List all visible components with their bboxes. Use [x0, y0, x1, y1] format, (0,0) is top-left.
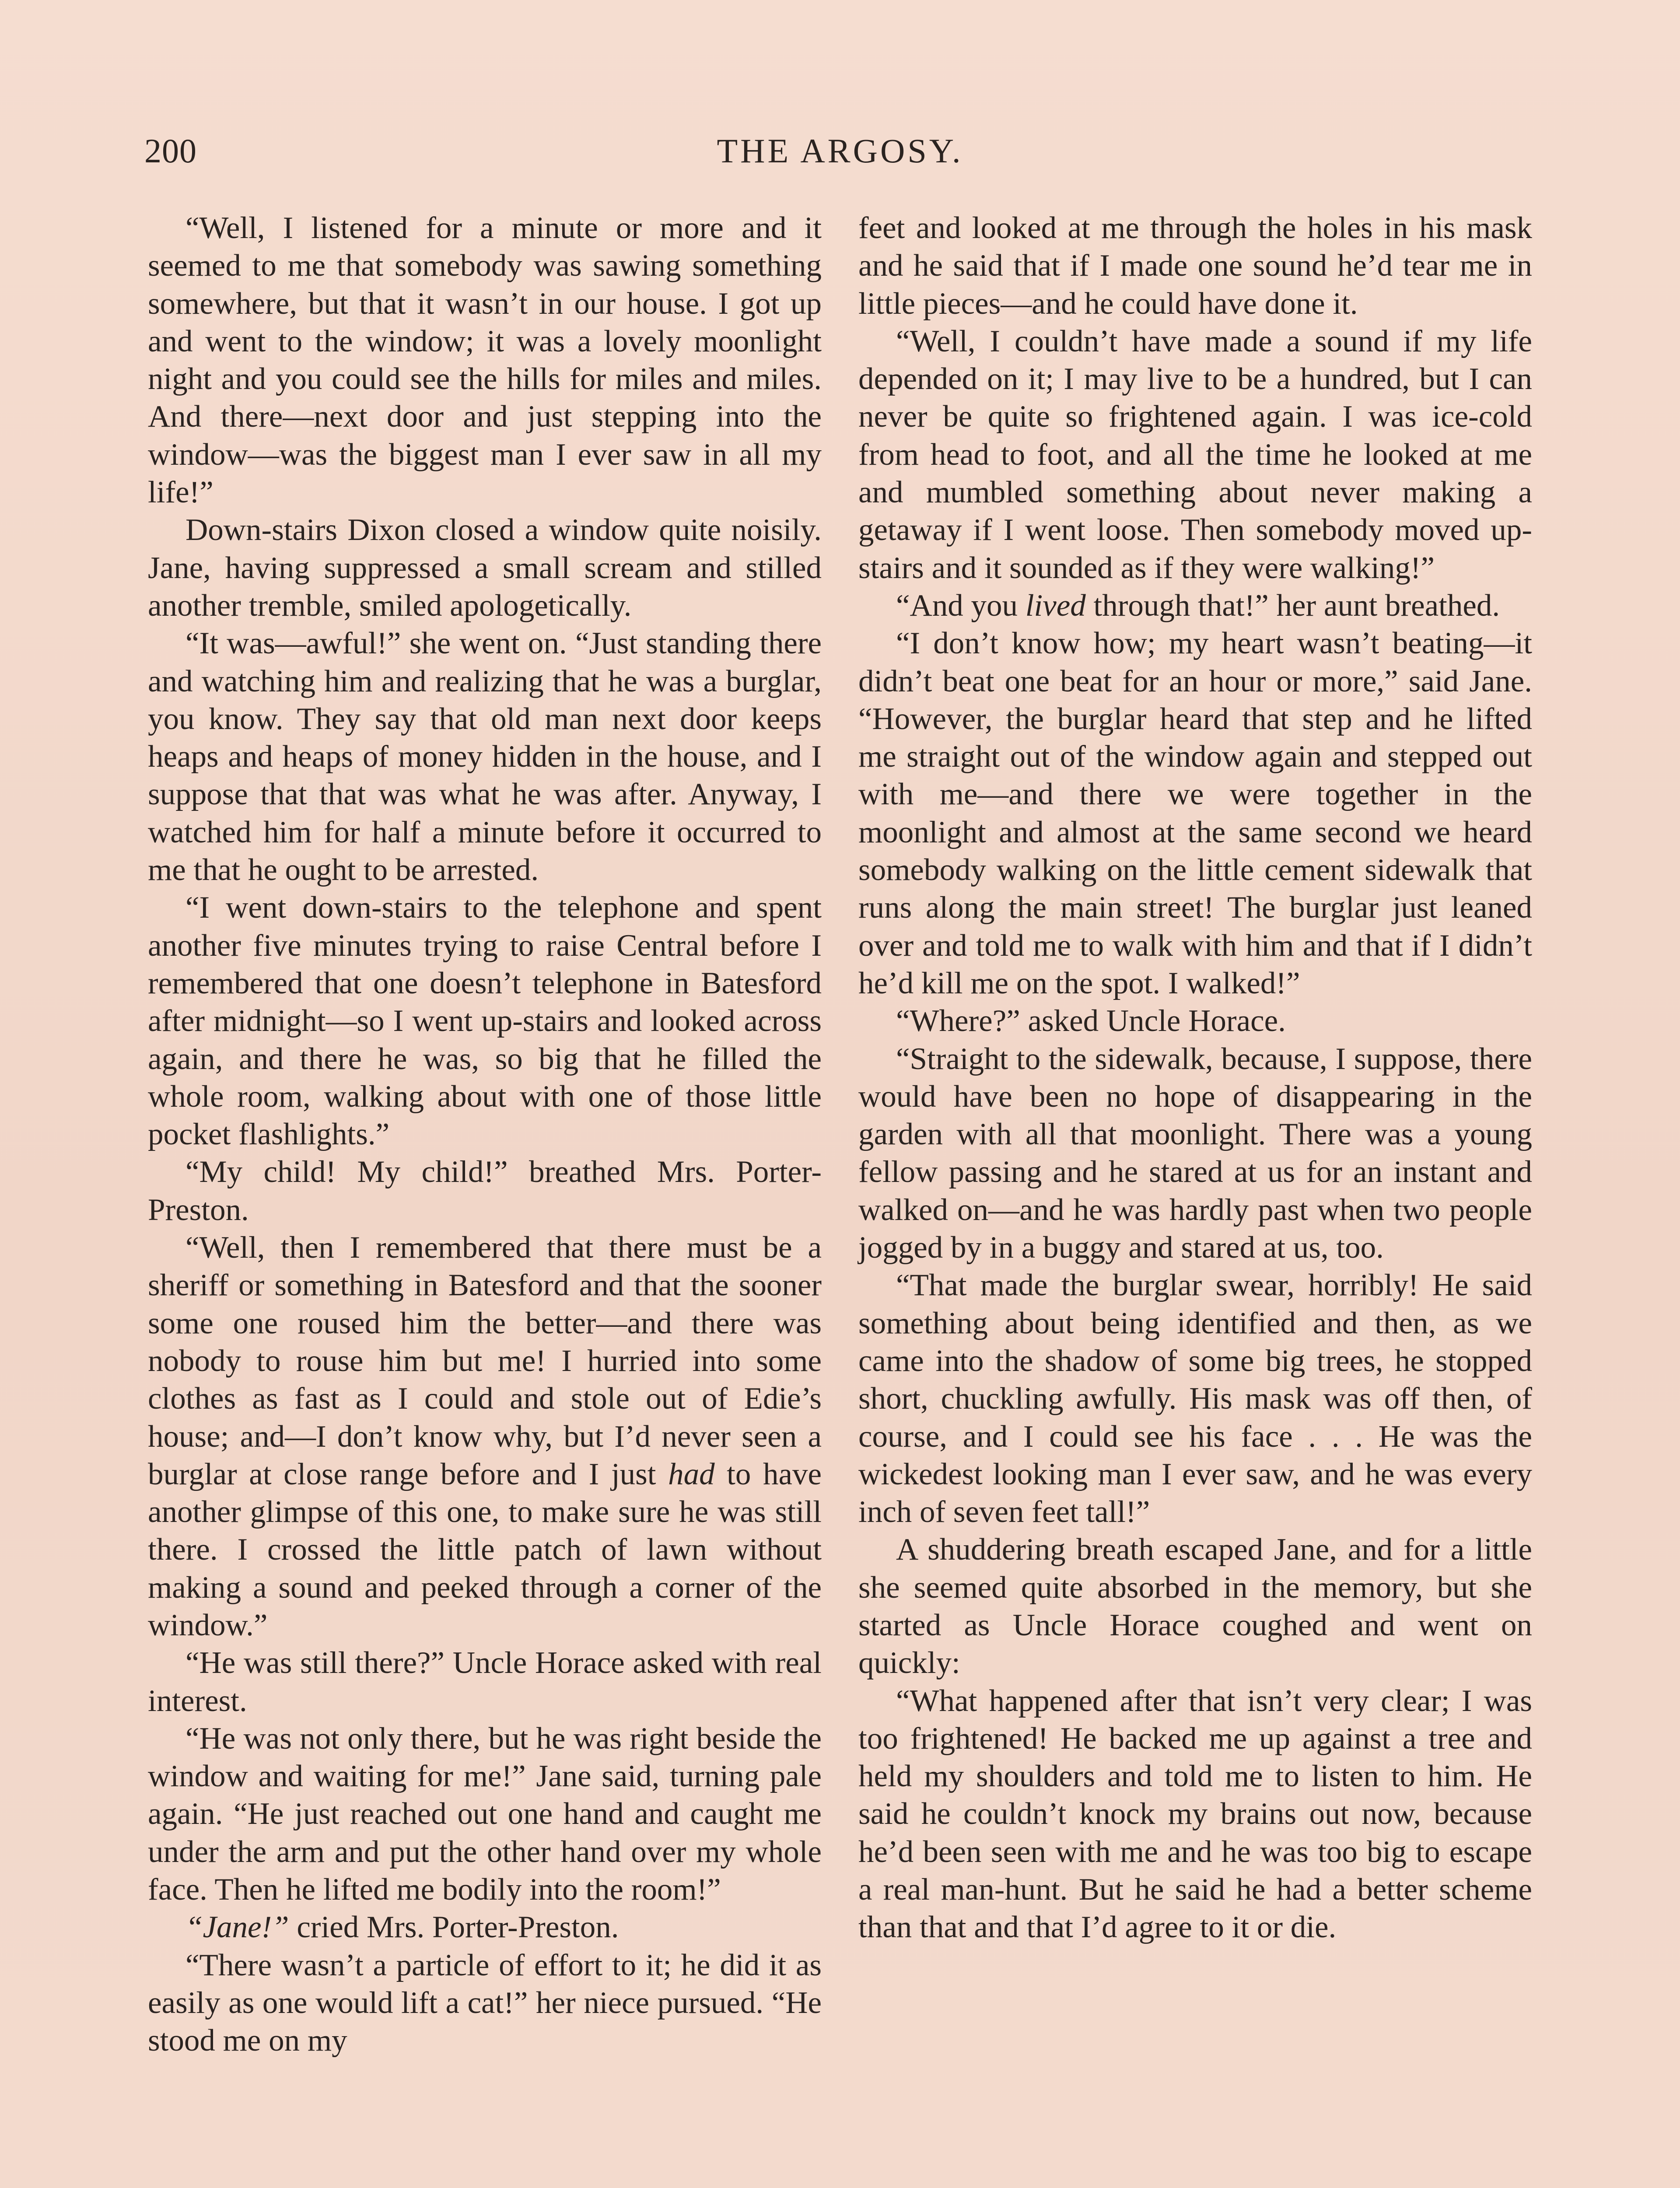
left-column	[148, 209, 822, 2060]
paragraph: “What happened after that isn’t very clear; I was too frightened! He backed me up against a tree and held my shoulders and told me to listen to him. He said he couldn’t knock my brains out now, because he’d been seen with me and he was too big to escape a real man-hunt. But he said he had a better scheme than that and that I’d agree to it or die.	[858, 1683, 1532, 1945]
paragraph: “He was still there?” Uncle Horace asked with real interest.	[148, 1646, 822, 1718]
paragraph: “That made the burglar swear, horribly! He said something about being identified and then, as we came into the shadow of some big trees, he stopped short, chuckling awfully. His mask was off then, of course, and I could see his face . . . He was the wickedest looking man I ever saw, and he was every inch of seven feet tall!”	[858, 1268, 1532, 1529]
paragraph: “Where?” asked Uncle Horace.	[896, 1004, 1286, 1038]
paragraph: feet and looked at me through the holes in his mask and he said that if I made one sound he’d tear me in little pieces—and he could have done it.	[858, 211, 1532, 321]
paragraph: “I went down-stairs to the telephone and spent another five minutes trying to raise Central before I remembered that one doesn’t telephone in Batesford after midnight—so I went up-stairs and looked across again, and there he was, so big that he filled the whole room, walking about with one of those little pocket flashlights.”	[148, 891, 822, 1152]
page-header	[144, 131, 1536, 184]
paragraph: “Well, I couldn’t have made a sound if my life depended on it; I may live to be a hundred, but I can never be quite so frightened again. I was ice-cold from head to foot, and all the time he looked at me and mumbled something about never making a getaway if I went loose. Then somebody moved up-stairs and it sounded as if they were walking!”	[858, 324, 1532, 585]
paragraph: Down-stairs Dixon closed a window quite noisily. Jane, having suppressed a small scream and stilled another tremble, smiled apologetically.	[148, 513, 822, 623]
italic-text: had	[668, 1457, 715, 1491]
paragraph: “It was—awful!” she went on. “Just standing there and watching him and realizing that he was a burglar, you know. They say that old man next door keeps heaps and heaps of money hidden in the house, and I suppose that that was what he was after. Anyway, I watched him for half a minute before it occurred to me that he ought to be arrested.	[148, 626, 822, 887]
paragraph: “Jane!” cried Mrs. Porter-Preston.	[186, 1910, 619, 1945]
italic-text: “Jane!”	[186, 1910, 289, 1945]
page-number: 200	[144, 132, 197, 170]
paragraph: “And you lived through that!” her aunt breathed.	[896, 588, 1500, 623]
italic-text: lived	[1025, 588, 1086, 623]
running-title: THE ARGOSY.	[717, 132, 963, 170]
paragraph: “My child! My child!” breathed Mrs. Porter-Preston.	[148, 1155, 822, 1227]
paragraph: “Straight to the sidewalk, because, I suppose, there would have been no hope of disappearing in the garden with all that moonlight. There was a young fellow passing and he stared at us for an instant and walked on—and he was hardly past when two people jogged by in a buggy and stared at us, too.	[858, 1041, 1532, 1265]
paragraph: A shuddering breath escaped Jane, and for a little she seemed quite absorbed in the memory, but she started as Uncle Horace coughed and went on quickly:	[858, 1532, 1532, 1680]
paragraph: “He was not only there, but he was right beside the window and waiting for me!” Jane said, turning pale again. “He just reached out one hand and caught me under the arm and put the other hand over my whole face. Then he lifted me bodily into the room!”	[148, 1721, 822, 1907]
paragraph: “There wasn’t a particle of effort to it; he did it as easily as one would lift a cat!” her niece pursued. “He stood me on my	[148, 1948, 822, 2058]
right-column	[858, 209, 1532, 1946]
paragraph: “Well, I listened for a minute or more and it seemed to me that somebody was sawing something somewhere, but that it wasn’t in our house. I got up and went to the window; it was a lovely moonlight night and you could see the hills for miles and miles. And there—next door and just stepping into the window—was the biggest man I ever saw in all my life!”	[148, 211, 822, 510]
paragraph: “I don’t know how; my heart wasn’t beating—it didn’t beat one beat for an hour or more,” said Jane. “However, the burglar heard that step and he lifted me straight out of the window again and stepped out with me—and there we were together in the moonlight and almost at the same second we heard somebody walking on the little cement sidewalk that runs along the main street! The burglar just leaned over and told me to walk with him and that if I didn’t he’d kill me on the spot. I walked!”	[858, 626, 1532, 1000]
paragraph: “Well, then I remembered that there must be a sheriff or something in Batesford and that the sooner some one roused him the better—and there was nobody to rouse him but me! I hurried into some clothes as fast as I could and stole out of Edie’s house; and—I don’t know why, but I’d never seen a burglar at close range before and I just had to have another glimpse of this one, to make sure he was still there. I crossed the little patch of lawn without making a sound and peeked through a corner of the window.”	[148, 1231, 822, 1642]
